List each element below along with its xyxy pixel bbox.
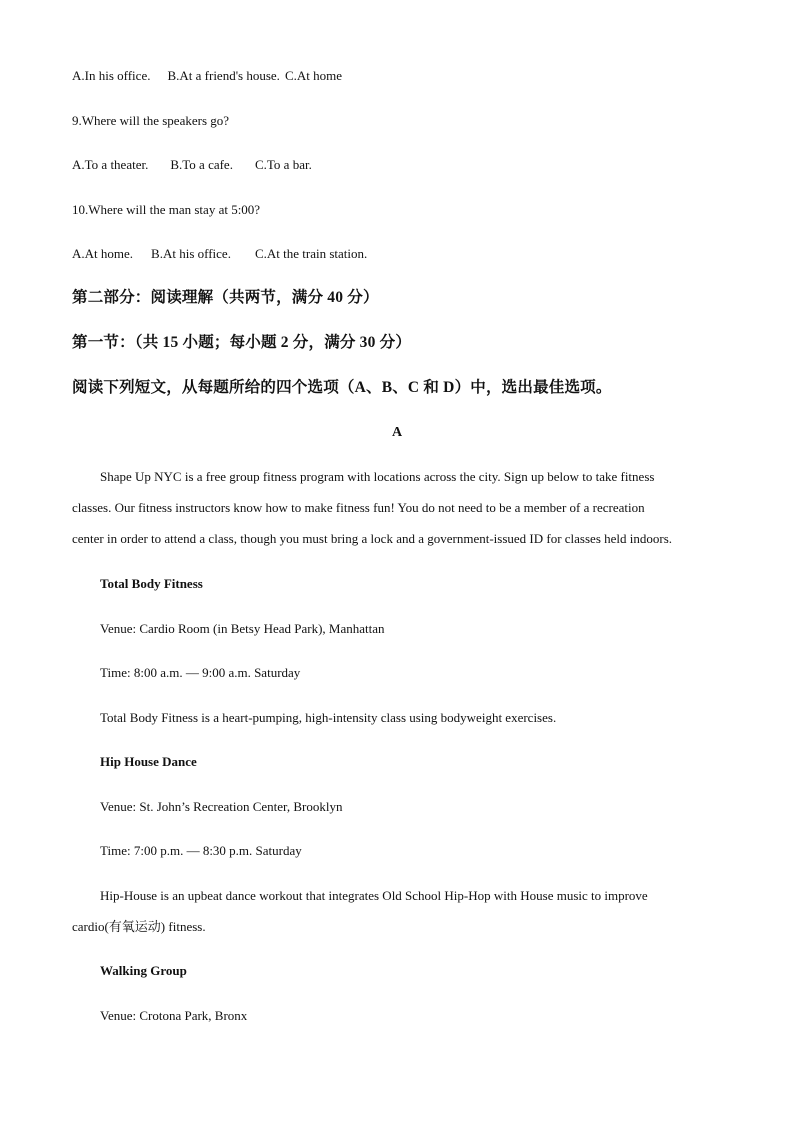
q8-option-a: A.In his office. bbox=[72, 68, 151, 83]
part2-heading: 第二部分：阅读理解（共两节，满分 40 分） bbox=[72, 289, 379, 306]
q9-option-c: C.To a bar. bbox=[254, 157, 312, 172]
q10-option-c: C.At the train station. bbox=[254, 246, 368, 261]
class-name-total-body-fitness: Total Body Fitness bbox=[100, 576, 203, 591]
class-desc-total-body-fitness: Total Body Fitness is a heart-pumping, high-intensity class using bodyweight exercises. bbox=[100, 710, 557, 725]
class-time-hip-house-dance: Time: 7:00 p.m. — 8:30 p.m. Saturday bbox=[100, 843, 302, 858]
q10-options bbox=[72, 246, 367, 262]
q10-option-b: B.At his office. bbox=[151, 246, 231, 261]
q9-option-b: B.To a cafe. bbox=[170, 157, 233, 172]
class-venue-walking-group: Venue: Crotona Park, Bronx bbox=[100, 1008, 248, 1023]
q10-option-a: A.At home. bbox=[72, 246, 134, 261]
class-desc-hip-house-dance-line-1: Hip-House is an upbeat dance workout that integrates Old School Hip-Hop with House music to improve bbox=[100, 888, 648, 903]
class-venue-hip-house-dance: Venue: St. John’s Recreation Center, Brooklyn bbox=[100, 799, 343, 814]
intro-line-2: classes. Our fitness instructors know how to make fitness fun! You do not need to be a member of a recreation bbox=[72, 500, 645, 515]
intro-line-1: Shape Up NYC is a free group fitness program with locations across the city. Sign up below to take fitness bbox=[100, 469, 655, 484]
q8-option-b: B.At a friend's house. bbox=[167, 68, 280, 83]
intro-line-3: center in order to attend a class, though you must bring a lock and a government-issued ID for classes held indoors. bbox=[72, 531, 673, 546]
q9-question: 9.Where will the speakers go? bbox=[72, 113, 230, 128]
reading-instruction: 阅读下列短文，从每题所给的四个选项（A、B、C 和 D）中，选出最佳选项。 bbox=[72, 379, 612, 396]
q8-option-c: C.At home bbox=[284, 68, 342, 83]
q9-option-a: A.To a theater. bbox=[72, 157, 149, 172]
class-time-total-body-fitness: Time: 8:00 a.m. — 9:00 a.m. Saturday bbox=[100, 665, 301, 680]
q10-question: 10.Where will the man stay at 5:00? bbox=[72, 202, 261, 217]
class-venue-total-body-fitness: Venue: Cardio Room (in Betsy Head Park), Manhattan bbox=[100, 621, 385, 636]
class-desc-hip-house-dance-line-2: cardio(有氧运动) fitness. bbox=[72, 919, 206, 934]
q9-options bbox=[72, 157, 312, 173]
class-name-hip-house-dance: Hip House Dance bbox=[100, 754, 197, 769]
passage-label: A bbox=[391, 425, 403, 440]
section1-heading: 第一节：（共 15 小题；每小题 2 分，满分 30 分） bbox=[72, 334, 412, 351]
class-name-walking-group: Walking Group bbox=[100, 963, 187, 978]
q8-options bbox=[72, 68, 342, 84]
